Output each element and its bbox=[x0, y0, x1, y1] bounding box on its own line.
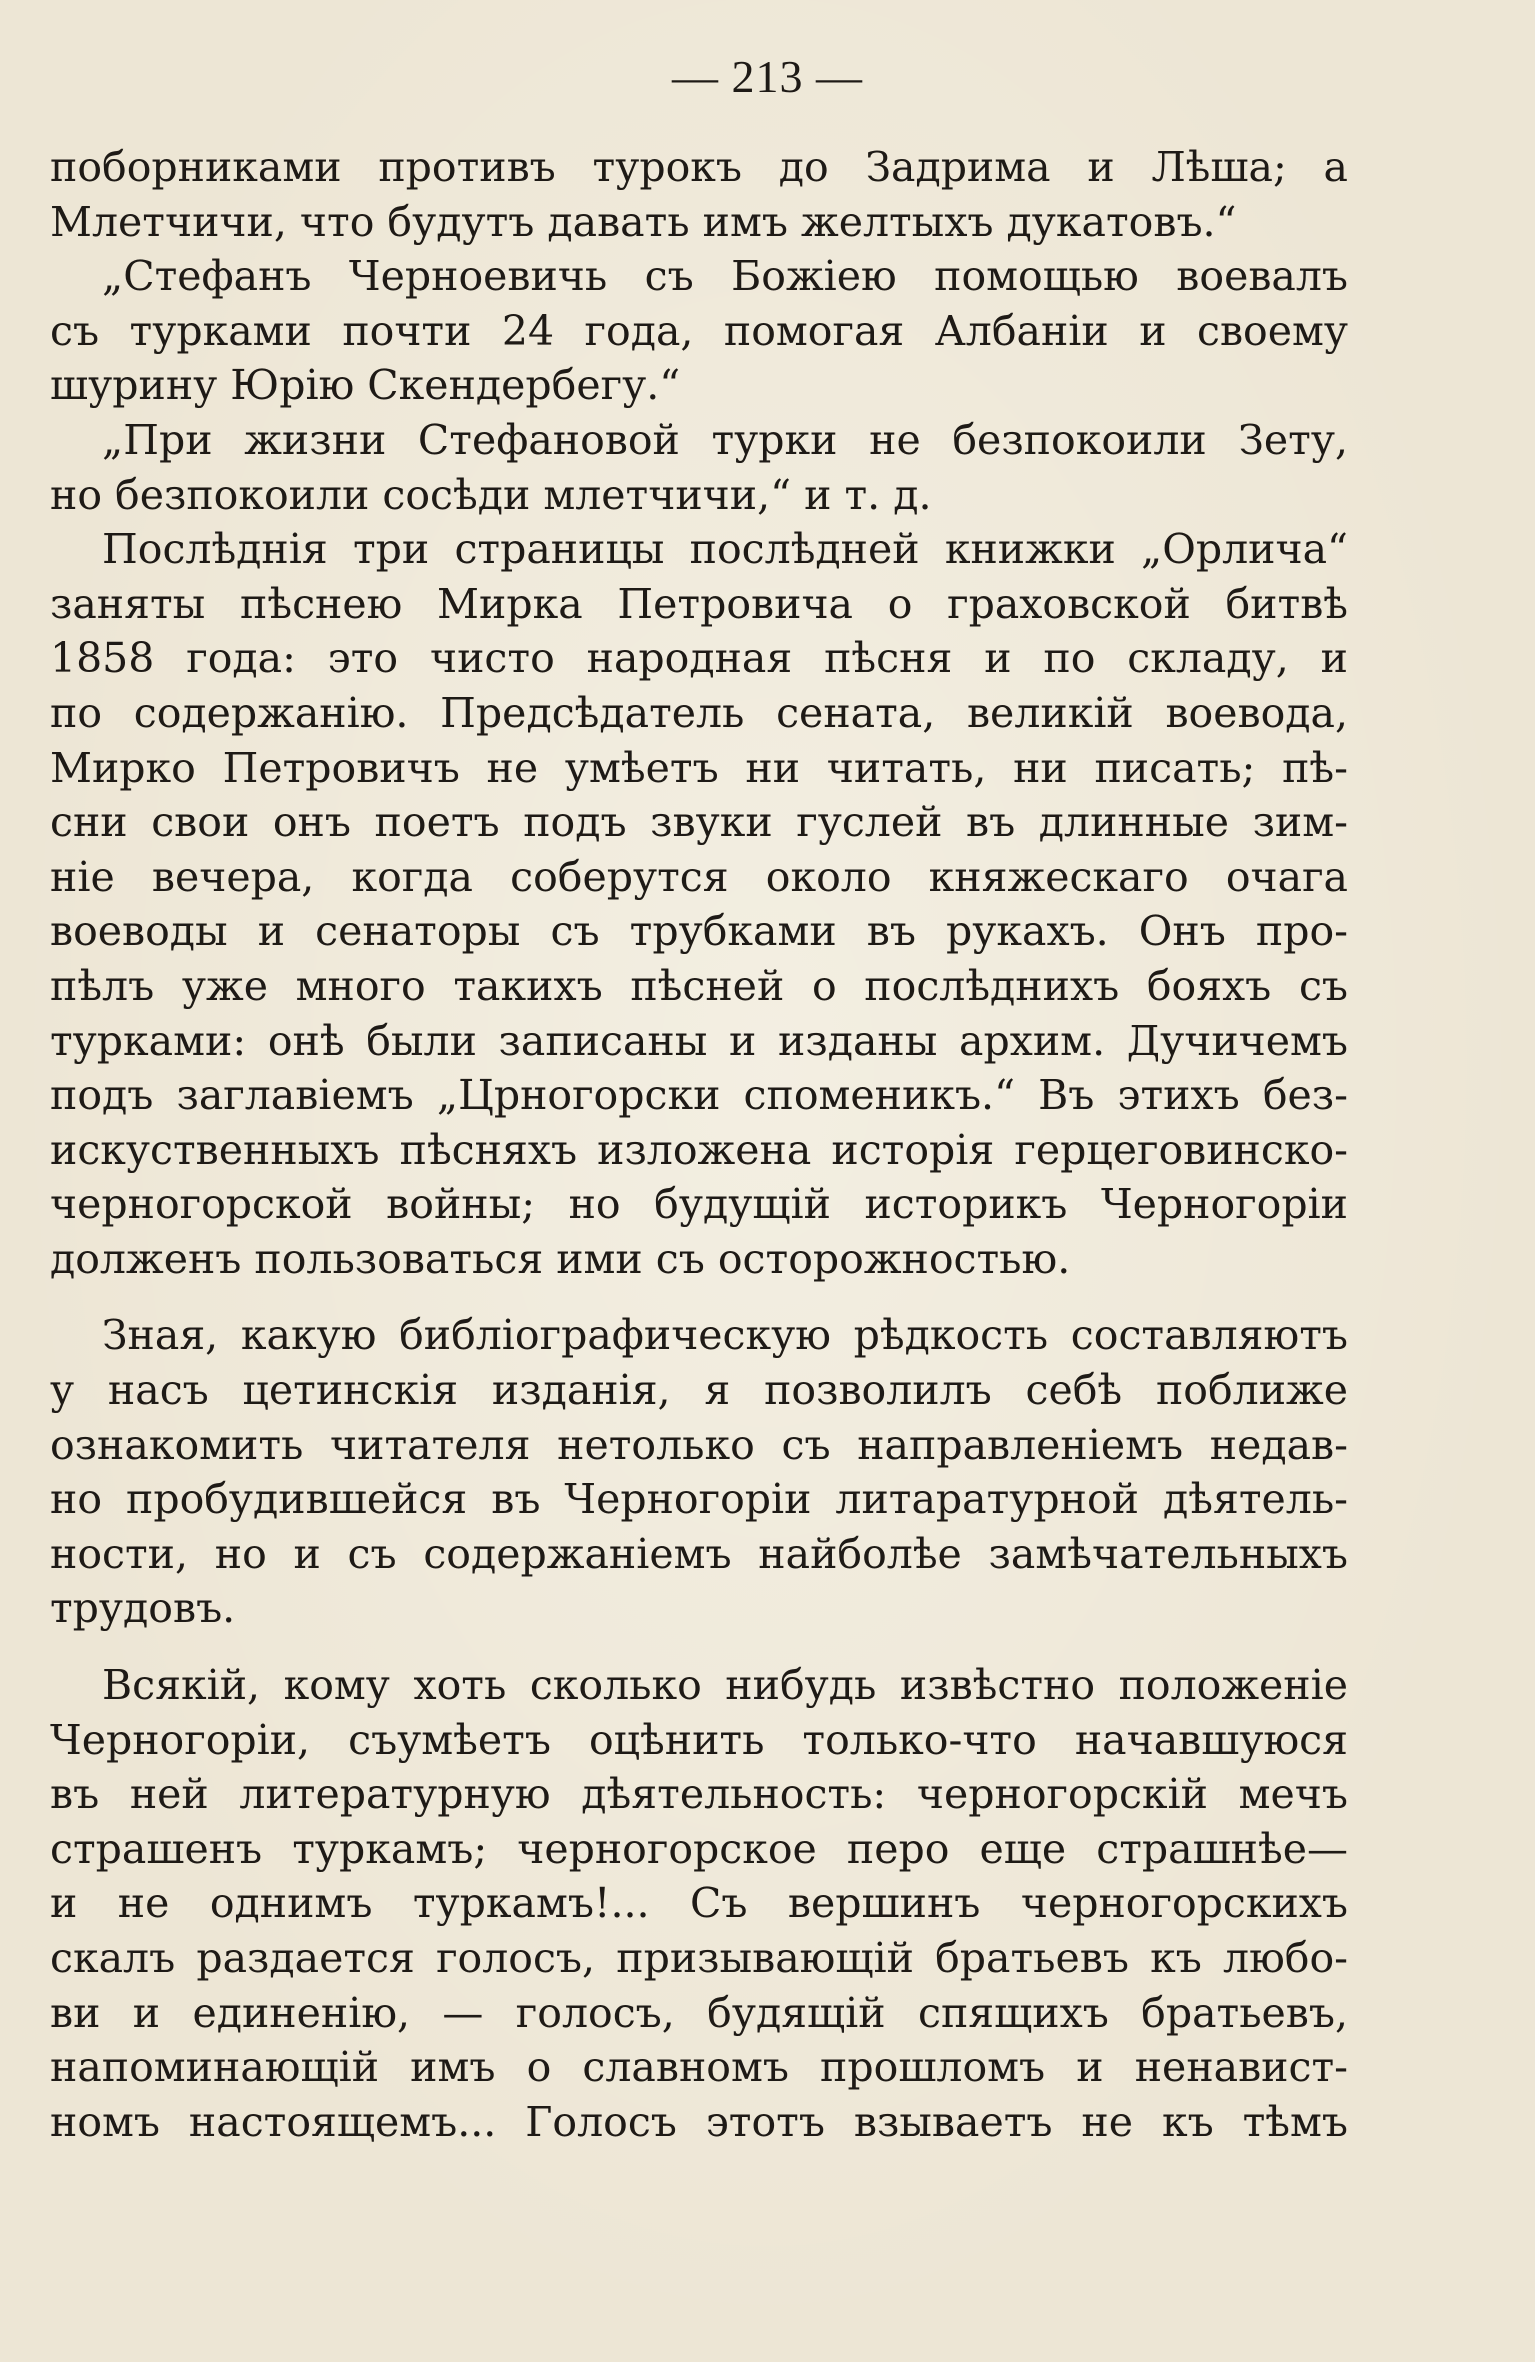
text-line: Послѣднія три страницы послѣдней книжки „Орлича“ bbox=[102, 525, 1348, 574]
text-line: напоминающій имъ о славномъ прошломъ и ненавист- bbox=[50, 2043, 1348, 2092]
text-line: сни свои онъ поетъ подъ звуки гуслей въ длинные зим- bbox=[50, 798, 1348, 847]
text-line: и не однимъ туркамъ!... Съ вершинъ черногорскихъ bbox=[50, 1879, 1348, 1928]
text-line: по содержанію. Предсѣдатель сената, великій воевода, bbox=[50, 688, 1348, 737]
text-line: номъ настоящемъ... Голосъ этотъ взываетъ не къ тѣмъ bbox=[50, 2097, 1348, 2146]
text-line: турками: онѣ были записаны и изданы архим. Дучичемъ bbox=[50, 1016, 1348, 1065]
text-line: „При жизни Стефановой турки не безпокоили Зету, bbox=[102, 415, 1348, 464]
text-line: черногорской войны; но будущій историкъ Черногоріи bbox=[50, 1180, 1348, 1229]
text-line: ознакомить читателя нетолько съ направленіемъ недав- bbox=[50, 1420, 1348, 1469]
text-line: трудовъ. bbox=[50, 1584, 236, 1633]
text-line: Черногоріи, съумѣетъ оцѣнить только-что начавшуюся bbox=[50, 1715, 1348, 1764]
text-line: ніе вечера, когда соберутся около княжескаго очага bbox=[50, 852, 1348, 901]
text-line: искуственныхъ пѣсняхъ изложена исторія герцеговинско- bbox=[50, 1125, 1348, 1174]
body-text bbox=[50, 140, 1348, 2149]
text-line: страшенъ туркамъ; черногорское перо еще страшнѣе— bbox=[50, 1824, 1348, 1873]
text-line: но безпокоили сосѣди млетчичи,“ и т. д. bbox=[50, 470, 932, 519]
text-line: у насъ цетинскія изданія, я позволилъ себѣ поближе bbox=[50, 1366, 1348, 1415]
text-line: пѣлъ уже много такихъ пѣсней о послѣднихъ бояхъ съ bbox=[50, 961, 1348, 1010]
text-line: Млетчичи, что будутъ давать имъ желтыхъ дукатовъ.“ bbox=[50, 197, 1237, 246]
text-line: Мирко Петровичъ не умѣетъ ни читать, ни писать; пѣ- bbox=[50, 743, 1348, 792]
text-line: 1858 года: это чисто народная пѣсня и по складу, и bbox=[50, 634, 1348, 683]
text-line: воеводы и сенаторы съ трубками въ рукахъ. Онъ про- bbox=[50, 907, 1348, 956]
text-line: заняты пѣснею Мирка Петровича о граховской битвѣ bbox=[50, 579, 1348, 628]
text-line: долженъ пользоваться ими съ осторожностью. bbox=[50, 1234, 1071, 1283]
text-line: подъ заглавіемъ „Црногорски споменикъ.“ Въ этихъ без- bbox=[50, 1071, 1348, 1120]
text-line: съ турками почти 24 года, помогая Албаніи и своему bbox=[50, 306, 1348, 355]
text-line: ви и единенію, — голосъ, будящій спящихъ братьевъ, bbox=[50, 1988, 1348, 2037]
text-line: шурину Юрію Скендербегу.“ bbox=[50, 361, 681, 410]
text-line: Всякій, кому хоть сколько нибудь извѣстно положеніе bbox=[102, 1661, 1348, 1710]
text-line: скалъ раздается голосъ, призывающій братьевъ къ любо- bbox=[50, 1934, 1348, 1982]
text-line: ности, но и съ содержаніемъ найболѣе замѣчательныхъ bbox=[50, 1529, 1348, 1578]
text-line: поборниками противъ турокъ до Задрима и Лѣша; а bbox=[50, 143, 1348, 191]
text-line: но пробудившейся въ Черногоріи литаратурной дѣятель- bbox=[50, 1475, 1348, 1524]
text-line: „Стефанъ Черноевичь съ Божіею помощью воевалъ bbox=[102, 252, 1348, 301]
text-line: въ ней литературную дѣятельность: черногорскій мечъ bbox=[50, 1770, 1348, 1819]
page-number: — 213 — bbox=[672, 51, 863, 102]
text-line: Зная, какую библіографическую рѣдкость составляютъ bbox=[102, 1311, 1348, 1360]
